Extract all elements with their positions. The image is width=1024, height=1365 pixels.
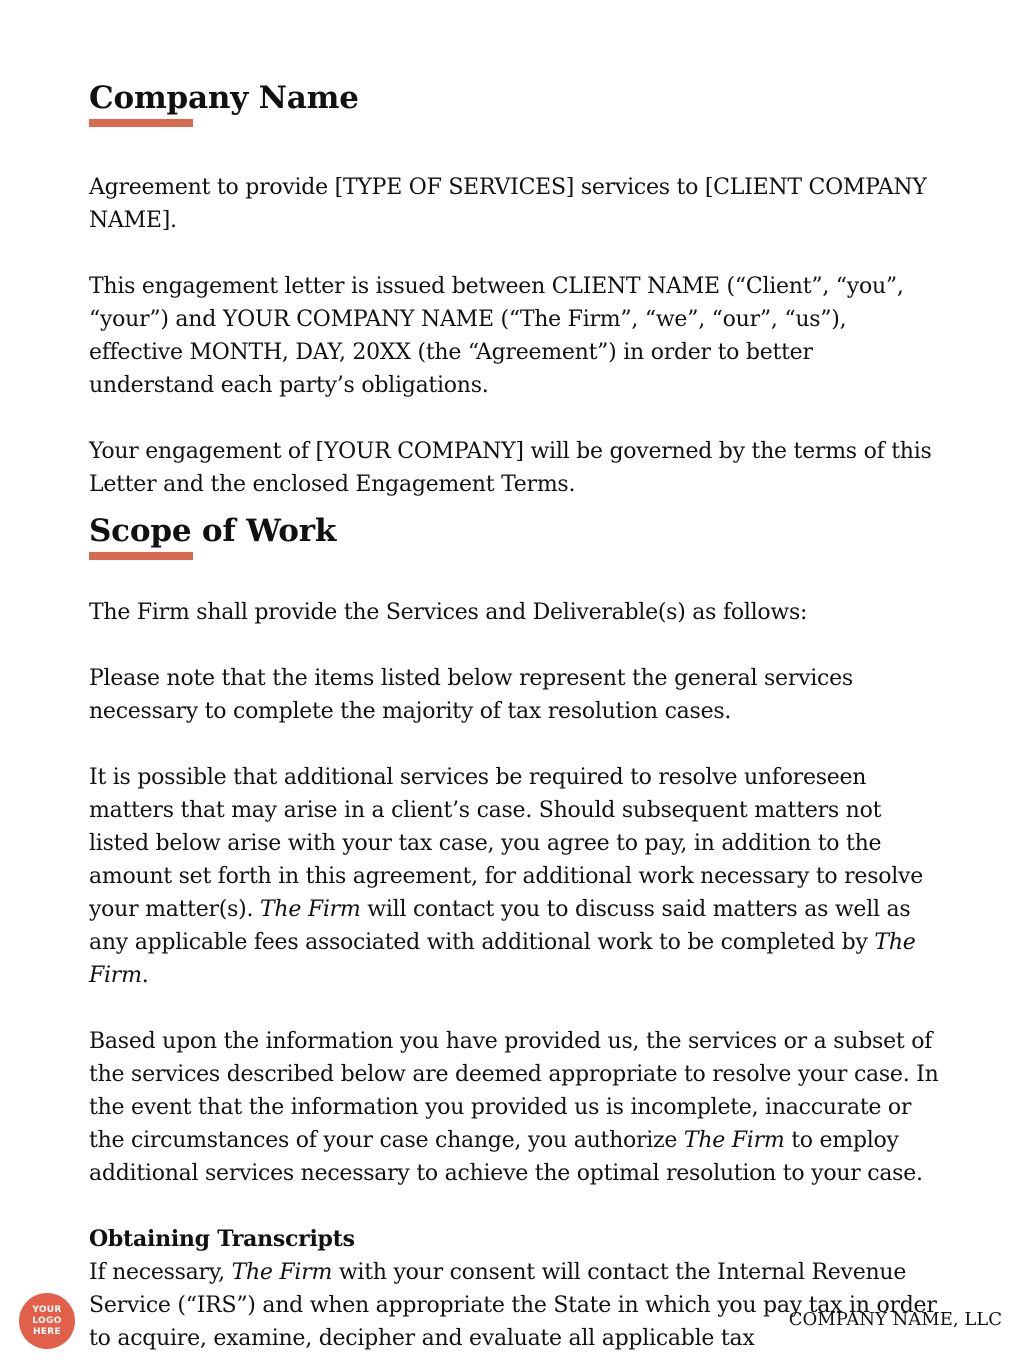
scope-paragraph-2: Please note that the items listed below represent the general services necessary to complete the majority of tax resolution cases. [89, 666, 853, 724]
footer-company-name: COMPANY NAME, LLC [788, 1309, 1002, 1330]
transcripts-paragraph [89, 1256, 939, 1355]
text-run: Based upon the information you have provided us, the services or a subset of the services described below are deemed appropriate to resolve your case. In the event that the information you provided us is incomplete, inaccurate or the circumstances of your case change, you authorize [89, 1029, 939, 1153]
text-run: to employ additional services necessary to achieve the optimal resolution to your case. [89, 1128, 923, 1186]
scope-paragraph-4 [89, 1025, 939, 1190]
heading-accent-bar [89, 552, 193, 560]
scope-paragraph-3 [89, 761, 939, 992]
logo-text-line: HERE [33, 1326, 61, 1337]
intro-paragraph-2: This engagement letter is issued between CLIENT NAME (“Client”, “you”, “your”) and YOUR COMPANY NAME (“The Firm”, “we”, “our”, “us”), effective MONTH, DAY, 20XX (the “Agreement”) in order to better understand each party’s obligations. [89, 274, 904, 398]
text-run: It is possible that additional services be required to resolve unforeseen matters that may arise in a client’s case. Should subsequent matters not listed below arise with your tax case, you agree to pay, in addition to the amount set forth in this agreement, for additional work necessary to resolve your matter(s). [89, 765, 923, 922]
document-body [89, 78, 939, 1355]
emphasis-firm: The Firm [683, 1128, 785, 1153]
heading-accent-bar [89, 119, 193, 127]
scope-paragraph-1: The Firm shall provide the Services and Deliverable(s) as follows: [89, 600, 808, 625]
logo-text-line: YOUR [32, 1304, 62, 1315]
scope-heading: Scope of Work [89, 513, 337, 549]
emphasis-firm: The Firm [231, 1260, 333, 1285]
company-heading: Company Name [89, 80, 359, 116]
logo-placeholder [19, 1293, 75, 1349]
intro-paragraph-3: Your engagement of [YOUR COMPANY] will be governed by the terms of this Letter and the enclosed Engagement Terms. [89, 439, 932, 497]
emphasis-firm: The Firm [89, 930, 916, 988]
text-run: If necessary, [89, 1260, 232, 1285]
logo-text-line: LOGO [32, 1315, 62, 1326]
scope-heading-block [89, 511, 939, 560]
company-heading-block [89, 78, 939, 127]
text-run: . [141, 963, 149, 988]
transcripts-heading: Obtaining Transcripts [89, 1226, 355, 1252]
emphasis-firm: The Firm [260, 897, 361, 922]
text-run: with your consent will contact the Internal Revenue Service (“IRS”) and when appropriate the State in which you pay tax in order to acquire, examine, decipher and evaluate all applicable tax [89, 1260, 937, 1351]
text-run: will contact you to discuss said matters as well as any applicable fees associated with additional work to be completed by [89, 897, 911, 955]
intro-paragraph-1: Agreement to provide [TYPE OF SERVICES] services to [CLIENT COMPANY NAME]. [89, 175, 927, 233]
